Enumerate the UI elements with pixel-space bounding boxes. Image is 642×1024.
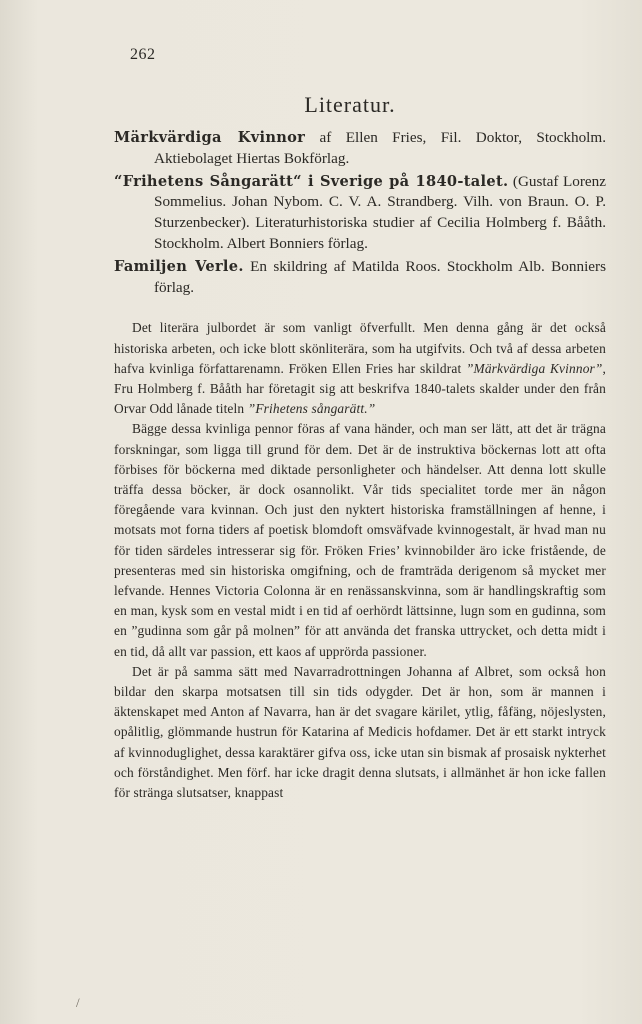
italic-title: ”Frihetens sångarätt.” (247, 401, 376, 417)
paragraph: Bägge dessa kvinliga pennor föras af vana händer, och man ser lätt, att det är trägna forskningar, som ligga till grund för dem. Det är de instruktiva böckernas lott att ofta förbises för böckerna med diktade personligheter och händelser. Att denna lott skulle träffa dessa böcker, är dock osannolikt. Vår tids specialitet torde mer än någon föregående vara kvinnan. Och just den nyktert historiska framställningen af henne, i motsats mot forna tiders af poetisk blomdoft omsväfvade kvinnogestalt, är hvad man nu för tiden särdeles intresserar sig för. Fröken Fries’ kvinnobilder äro icke fristående, de presenteras med sin historiska omgifning, och de framträda derigenom så mycket mer lefvande. Hennes Victoria Colonna är en renässanskvinna, som är handlingskraftig som en man, kysk som en vestal midt i en tid af oerhördt lättsinne, lugn som en gudinna, som en ”gudinna som går på molnen” för att använda det franska uttrycket, och detta midt i en tid, då allt var passion, ett kaos af upprörda passioner. (114, 421, 606, 659)
section-title: Literatur. (304, 92, 396, 117)
bibliography-details: (Gustaf Lorenz Sommelius. Johan Nybom. C. V. A. Strandberg. Vilh. von Braun. O. P. Sturzenbecker). Literaturhistoriska studier af Cecilia Holmberg f. Bååth. Stockholm. Albert Bonniers förlag. (154, 172, 606, 252)
bibliography-title: “Frihetens Sångarätt“ i Sverige på 1840-talet. (114, 172, 509, 190)
paragraph: Det är på samma sätt med Navarradrottningen Johanna af Albret, som också hon bildar den skarpa motsatsen till sin tids odygder. Det är hon, som är mannen i äktenskapet med Anton af Navarra, han är det svagare kärilet, ytlig, fåfäng, nöjeslysten, opålitlig, glömmande hustrun för Katarina af Medicis hofdamer. Det är ett starkt intryck af kvinnoduglighet, dessa karaktärer gifva oss, icke utan sin bismak af prosaisk nykterhet och förståndighet. Men förf. har icke dragit denna slutsats, i allmänhet är hon icke fallen för stränga slutsatser, knappast (114, 663, 606, 801)
bibliography-entry (114, 257, 606, 299)
page-number: 262 (130, 46, 156, 63)
bibliography-title: Familjen Verle. (114, 257, 244, 275)
bibliography-details: En skildring af Matilda Roos. Stockholm Alb. Bonniers förlag. (154, 257, 606, 296)
margin-mark: / (76, 995, 80, 1010)
italic-title: ”Märkvärdiga Kvinnor” (465, 360, 603, 376)
text-column (114, 128, 606, 803)
bibliography-title: Märkvärdiga Kvinnor (114, 129, 306, 146)
bibliography-entry (114, 172, 606, 255)
paragraph-text: , Fru Holmberg f. Bååth har företagit sig att beskrifva 1840-talets skalder under den från Orvar Odd lånade titeln (114, 360, 607, 417)
bibliography-entry (114, 128, 606, 170)
paragraph-text: Det literära julbordet är som vanligt öfverfullt. Men denna gång är det också historiska arbeten, och icke blott skönliterära, som ha utgifvits. Och två af dessa arbeten hafva kvinliga författarenamn. Fröken Ellen Fries har skildrat (114, 320, 606, 376)
paragraph (114, 318, 606, 419)
article-body (114, 318, 606, 803)
bibliography-details: af Ellen Fries, Fil. Doktor, Stockholm. Aktiebolaget Hiertas Bokförlag. (154, 129, 607, 167)
